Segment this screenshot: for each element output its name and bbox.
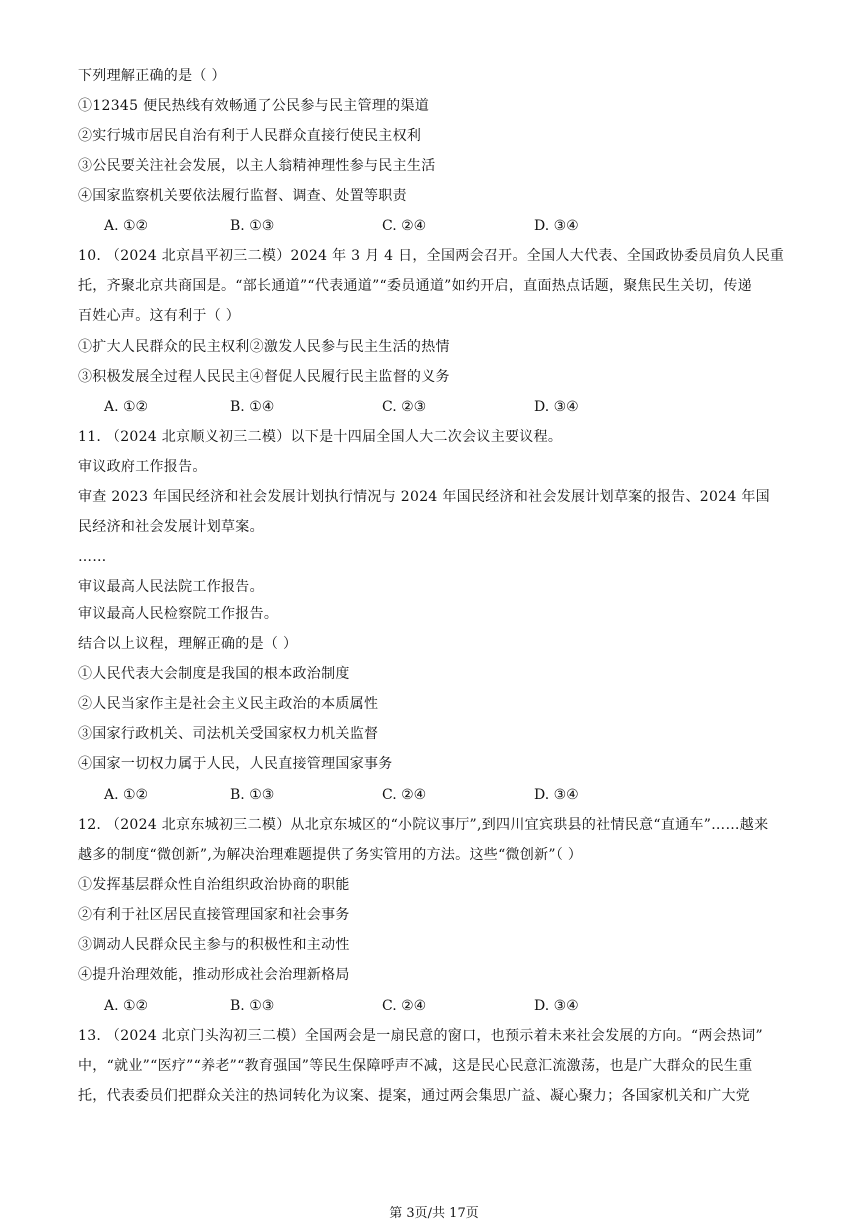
q9-item-4: ④国家监察机关要依法履行监督、调查、处置等职责: [78, 188, 407, 204]
q9-item-3: ③公民要关注社会发展，以主人翁精神理性参与民主生活: [78, 158, 436, 174]
q10-item-1: ①扩大人民群众的民主权利②激发人民参与民主生活的热情: [78, 339, 450, 355]
q12-stem-line-2: 越多的制度“微创新”,为解决治理难题提供了务实管用的方法。这些“微创新”（ ）: [78, 847, 583, 863]
q11-option-b: B. ①③: [230, 787, 275, 803]
q9-option-a: A. ①②: [104, 218, 149, 234]
q11-stem-line-4: 民经济和社会发展计划草案。: [78, 519, 264, 535]
q12-option-b: B. ①③: [230, 998, 275, 1014]
q13-stem-line-2: 中，“就业”“医疗”“养老”“教育强国”等民生保障呼声不减，这是民心民意汇流激荡，也是广大群众的民生重: [78, 1058, 753, 1074]
q12-item-1: ①发挥基层群众性自治组织政治协商的职能: [78, 877, 350, 893]
q9-option-d: D. ③④: [534, 218, 579, 234]
q12-option-c: C. ②④: [382, 998, 427, 1014]
q10-option-d: D. ③④: [534, 399, 579, 415]
q12-item-4: ④提升治理效能，推动形成社会治理新格局: [78, 967, 350, 983]
q12-option-a: A. ①②: [104, 998, 149, 1014]
q10-option-a: A. ①②: [104, 399, 149, 415]
q11-stem-line-3: 审查 2023 年国民经济和社会发展计划执行情况与 2024 年国民经济和社会发展计划草案的报告、2024 年国: [78, 489, 770, 505]
q11-item-3: ③国家行政机关、司法机关受国家权力机关监督: [78, 726, 379, 742]
q11-option-d: D. ③④: [534, 787, 579, 803]
q11-option-c: C. ②④: [382, 787, 427, 803]
q11-stem-line-6: 审议最高人民法院工作报告。: [78, 579, 264, 595]
q11-stem-line-7: 审议最高人民检察院工作报告。: [78, 606, 279, 622]
q11-stem-line-5: ……: [78, 549, 107, 565]
q11-item-1: ①人民代表大会制度是我国的根本政治制度: [78, 666, 350, 682]
q9-item-1: ①12345 便民热线有效畅通了公民参与民主管理的渠道: [78, 98, 430, 114]
q13-stem-line-3: 托，代表委员们把群众关注的热词转化为议案、提案，通过两会集思广益、凝心聚力；各国家机关和广大党: [78, 1088, 751, 1104]
page-number: 第 3页/共 17页: [389, 1206, 479, 1221]
q13-stem-line-1: 13. （2024 北京门头沟初三二模）全国两会是一扇民意的窗口，也预示着未来社会发展的方向。“两会热词”: [78, 1028, 764, 1044]
q9-stem: 下列理解正确的是（ ）: [78, 68, 226, 84]
q11-item-2: ②人民当家作主是社会主义民主政治的本质属性: [78, 696, 379, 712]
q9-option-b: B. ①③: [230, 218, 275, 234]
q11-stem-line-8: 结合以上议程，理解正确的是（ ）: [78, 636, 298, 652]
q12-stem-line-1: 12. （2024 北京东城初三二模）从北京东城区的“小院议事厅”,到四川宜宾珙县的社情民意“直通车”……越来: [78, 817, 769, 833]
q10-stem-line-1: 10. （2024 北京昌平初三二模）2024 年 3 月 4 日，全国两会召开。全国人大代表、全国政协委员肩负人民重: [78, 248, 785, 264]
q9-option-c: C. ②④: [382, 218, 427, 234]
q12-item-3: ③调动人民群众民主参与的积极性和主动性: [78, 937, 350, 953]
q10-stem-line-3: 百姓心声。这有利于（ ）: [78, 308, 241, 324]
q12-option-d: D. ③④: [534, 998, 579, 1014]
q10-stem-line-2: 托，齐聚北京共商国是。“部长通道”“代表通道”“委员通道”如约开启，直面热点话题，聚焦民生关切，传递: [78, 278, 752, 294]
q10-item-2: ③积极发展全过程人民民主④督促人民履行民主监督的义务: [78, 369, 450, 385]
q11-stem-line-1: 11. （2024 北京顺义初三二模）以下是十四届全国人大二次会议主要议程。: [78, 429, 563, 445]
q11-item-4: ④国家一切权力属于人民，人民直接管理国家事务: [78, 756, 393, 772]
q11-option-a: A. ①②: [104, 787, 149, 803]
q12-item-2: ②有利于社区居民直接管理国家和社会事务: [78, 907, 350, 923]
q10-option-c: C. ②③: [382, 399, 427, 415]
q11-stem-line-2: 审议政府工作报告。: [78, 459, 207, 475]
q9-item-2: ②实行城市居民自治有利于人民群众直接行使民主权利: [78, 128, 422, 144]
q10-option-b: B. ①④: [230, 399, 275, 415]
